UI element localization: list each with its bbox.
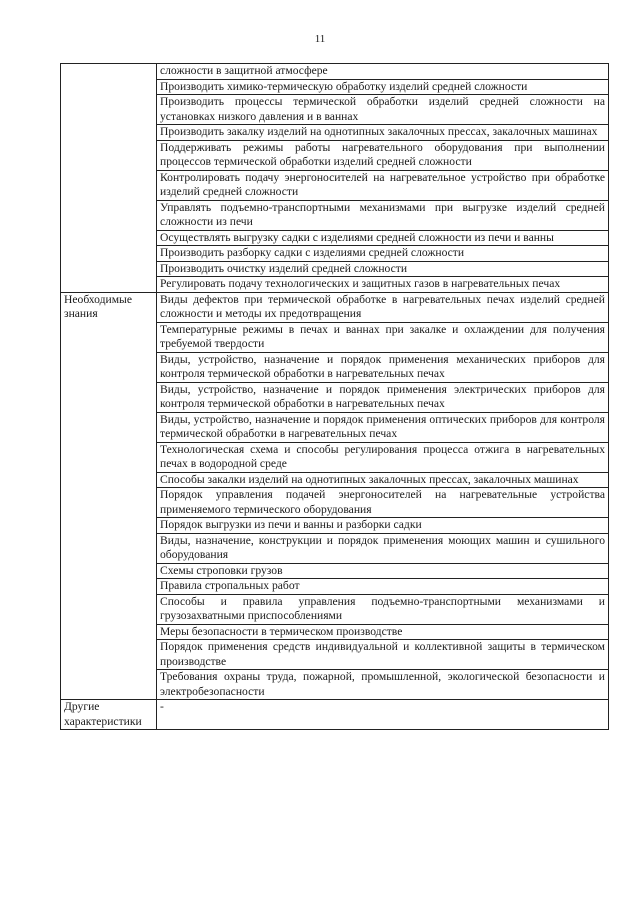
requirement-item: Регулировать подачу технологических и защитных газов в нагревательных печах [157,277,609,293]
requirement-item: - [157,700,609,730]
requirement-item: Виды, устройство, назначение и порядок применения электрических приборов для контроля термической обработки в нагревательных печах [157,382,609,412]
requirement-item: Поддерживать режимы работы нагревательного оборудования при выполнении процессов термической обработки изделий средней сложности [157,140,609,170]
requirement-item: Порядок управления подачей энергоносителей на нагревательные устройства применяемого термического оборудования [157,488,609,518]
requirement-item: Производить закалку изделий на однотипных закалочных прессах, закалочных машинах [157,125,609,141]
requirement-item: Способы и правила управления подъемно-транспортными механизмами и грузозахватными приспособлениями [157,594,609,624]
section-label [61,64,157,293]
requirement-item: Производить химико-термическую обработку изделий средней сложности [157,79,609,95]
requirement-item: Виды, устройство, назначение и порядок применения механических приборов для контроля термической обработки в нагревательных печах [157,352,609,382]
requirement-item: Управлять подъемно-транспортными механизмами при выгрузке изделий средней сложности из печи [157,200,609,230]
requirement-item: Виды, назначение, конструкции и порядок применения моющих машин и сушильного оборудования [157,533,609,563]
requirement-item: Производить разборку садки с изделиями средней сложности [157,246,609,262]
requirement-item: Схемы строповки грузов [157,563,609,579]
requirement-item: Правила стропальных работ [157,579,609,595]
requirement-item: Способы закалки изделий на однотипных закалочных прессах, закалочных машинах [157,472,609,488]
requirement-item: сложности в защитной атмосфере [157,64,609,80]
requirement-item: Производить очистку изделий средней сложности [157,261,609,277]
requirement-item: Меры безопасности в термическом производстве [157,624,609,640]
requirement-item: Виды дефектов при термической обработке в нагревательных печах изделий средней сложности и методы их предотвращения [157,292,609,322]
table-row [61,700,609,730]
section-label: Другие характеристики [61,700,157,730]
page-number: 11 [314,33,326,45]
table-row [61,64,609,80]
requirement-item: Порядок применения средств индивидуальной и коллективной защиты в термическом производстве [157,640,609,670]
requirement-item: Технологическая схема и способы регулирования процесса отжига в нагревательных печах в водородной среде [157,442,609,472]
requirement-item: Производить процессы термической обработки изделий средней сложности на установках низкого давления и в ваннах [157,95,609,125]
requirement-item: Порядок выгрузки из печи и ванны и разборки садки [157,518,609,534]
requirement-item: Требования охраны труда, пожарной, промышленной, экологической безопасности и электробезопасности [157,670,609,700]
table-row [61,292,609,322]
requirement-item: Температурные режимы в печах и ваннах при закалке и охлаждении для получения требуемой твердости [157,322,609,352]
requirement-item: Виды, устройство, назначение и порядок применения оптических приборов для контроля термической обработки в нагревательных печах [157,412,609,442]
requirements-table [60,63,609,730]
section-label: Необходимые знания [61,292,157,700]
requirement-item: Осуществлять выгрузку садки с изделиями средней сложности из печи и ванны [157,230,609,246]
requirement-item: Контролировать подачу энергоносителей на нагревательное устройство при обработке изделий средней сложности [157,170,609,200]
